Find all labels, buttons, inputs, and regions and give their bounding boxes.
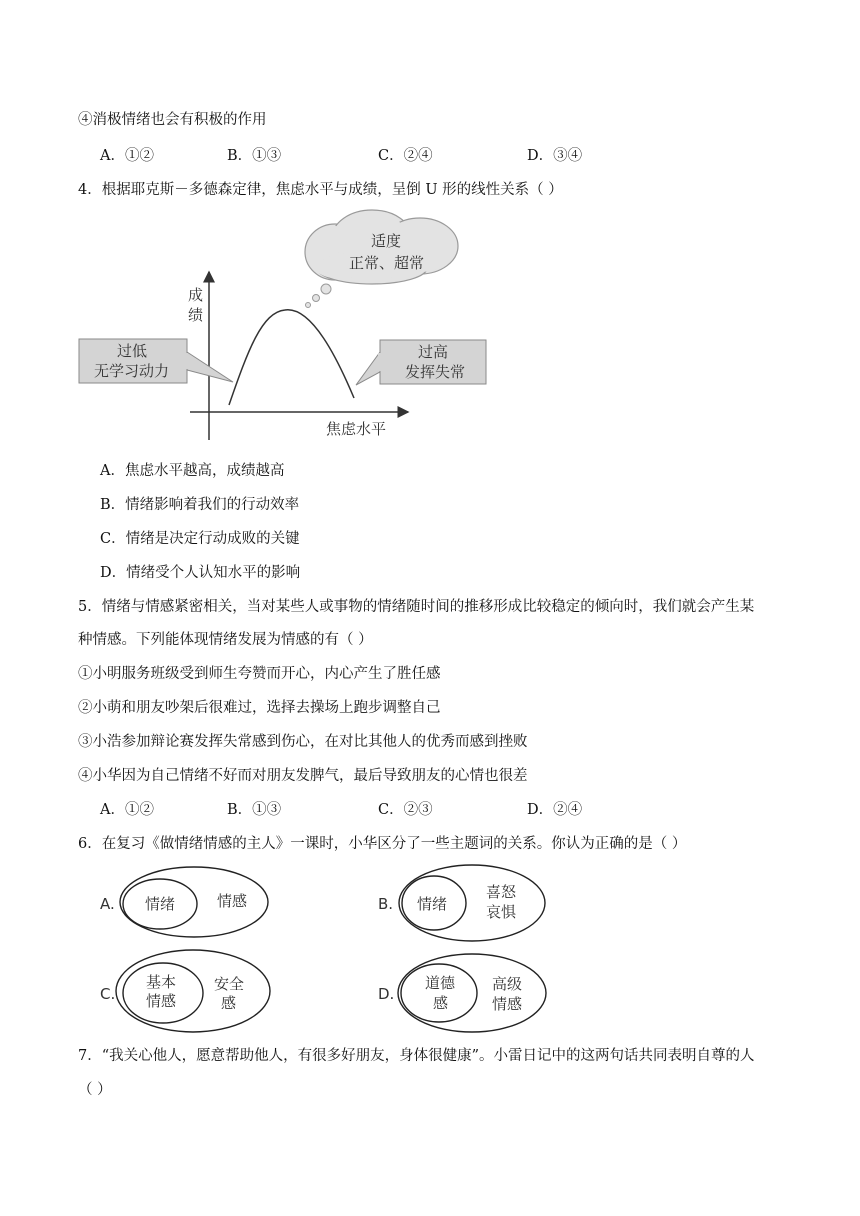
q7-stem-line-1: 7．“我关心他人，愿意帮助他人，有很多好朋友，身体很健康”。小雷日记中的这两句话共同表明自尊的人 (78, 1048, 755, 1064)
venn-b-outer-1: 喜怒 (486, 883, 517, 901)
q5-option-d: D．②④ (527, 802, 583, 818)
venn-d-outer-1: 高级 (492, 975, 523, 993)
q4-option-a: A．焦虑水平越高，成绩越高 (100, 463, 285, 479)
q5-item-2: ②小萌和朋友吵架后很难过，选择去操场上跑步调整自己 (78, 700, 441, 716)
venn-b-inner: 情绪 (417, 895, 448, 913)
q5-item-1: ①小明服务班级受到师生夸赞而开心，内心产生了胜任感 (78, 666, 441, 682)
y-axis-label-1: 成 (188, 286, 204, 304)
venn-d-outer-2: 情感 (492, 995, 523, 1013)
q5-item-4: ④小华因为自己情绪不好而对朋友发脾气，最后导致朋友的心情也很差 (78, 768, 528, 784)
q3-option-d: D．③④ (527, 148, 583, 164)
q3-option-a: A．①② (100, 148, 154, 164)
q5-option-a: A．①② (100, 802, 154, 818)
right-callout-text-1: 过高 (418, 343, 449, 361)
venn-d-inner-2: 感 (433, 994, 449, 1012)
venn-c-inner-1: 基本 (146, 973, 177, 991)
q3-option-b: B．①③ (227, 148, 282, 164)
venn-c-outer-1: 安全 (214, 975, 245, 993)
cloud-text-1: 适度 (371, 232, 402, 250)
q3-item-4: ④消极情绪也会有积极的作用 (78, 112, 267, 128)
q4-option-c: C．情绪是决定行动成败的关键 (100, 531, 300, 547)
venn-d-inner-1: 道德 (425, 974, 456, 992)
venn-c (116, 950, 270, 1032)
venn-d (398, 954, 546, 1032)
q5-option-b: B．①③ (227, 802, 282, 818)
venn-a-label: A. (100, 895, 115, 913)
q5-option-c: C．②③ (378, 802, 433, 818)
q7-stem-line-2: （ ） (78, 1082, 112, 1098)
q5-stem-line-2: 种情感。下列能体现情绪发展为情感的有（ ） (78, 632, 373, 648)
cloud-text-2: 正常、超常 (349, 254, 425, 272)
q4-option-d: D．情绪受个人认知水平的影响 (100, 565, 301, 581)
venn-a-inner: 情绪 (145, 895, 176, 913)
x-axis-label: 焦虑水平 (326, 420, 387, 438)
y-axis-label-2: 绩 (188, 306, 204, 324)
venn-b-outer-2: 哀惧 (486, 903, 517, 921)
venn-b-label: B. (378, 895, 394, 913)
q4-stem: 4．根据耶克斯－多德森定律，焦虑水平与成绩，呈倒 U 形的线性关系（ ） (78, 182, 563, 198)
left-callout-text-1: 过低 (117, 342, 148, 360)
venn-a-outer: 情感 (217, 892, 248, 910)
left-callout-text-2: 无学习动力 (94, 362, 170, 380)
q6-stem: 6．在复习《做情绪情感的主人》一课时，小华区分了一些主题词的关系。你认为正确的是（ ） (78, 836, 687, 852)
q4-option-b: B．情绪影响着我们的行动效率 (100, 497, 300, 513)
q5-stem-line-1: 5．情绪与情感紧密相关，当对某些人或事物的情绪随时间的推移形成比较稳定的倾向时，我们就会产生某 (78, 599, 755, 615)
venn-c-inner-2: 情感 (146, 992, 177, 1010)
q5-item-3: ③小浩参加辩论赛发挥失常感到伤心，在对比其他人的优秀而感到挫败 (78, 734, 528, 750)
inverted-u-curve (229, 310, 354, 405)
venn-d-label: D. (378, 985, 395, 1003)
q3-option-c: C．②④ (378, 148, 433, 164)
venn-c-label: C. (100, 985, 116, 1003)
venn-c-outer-2: 感 (221, 994, 237, 1012)
right-callout-text-2: 发挥失常 (405, 363, 466, 381)
